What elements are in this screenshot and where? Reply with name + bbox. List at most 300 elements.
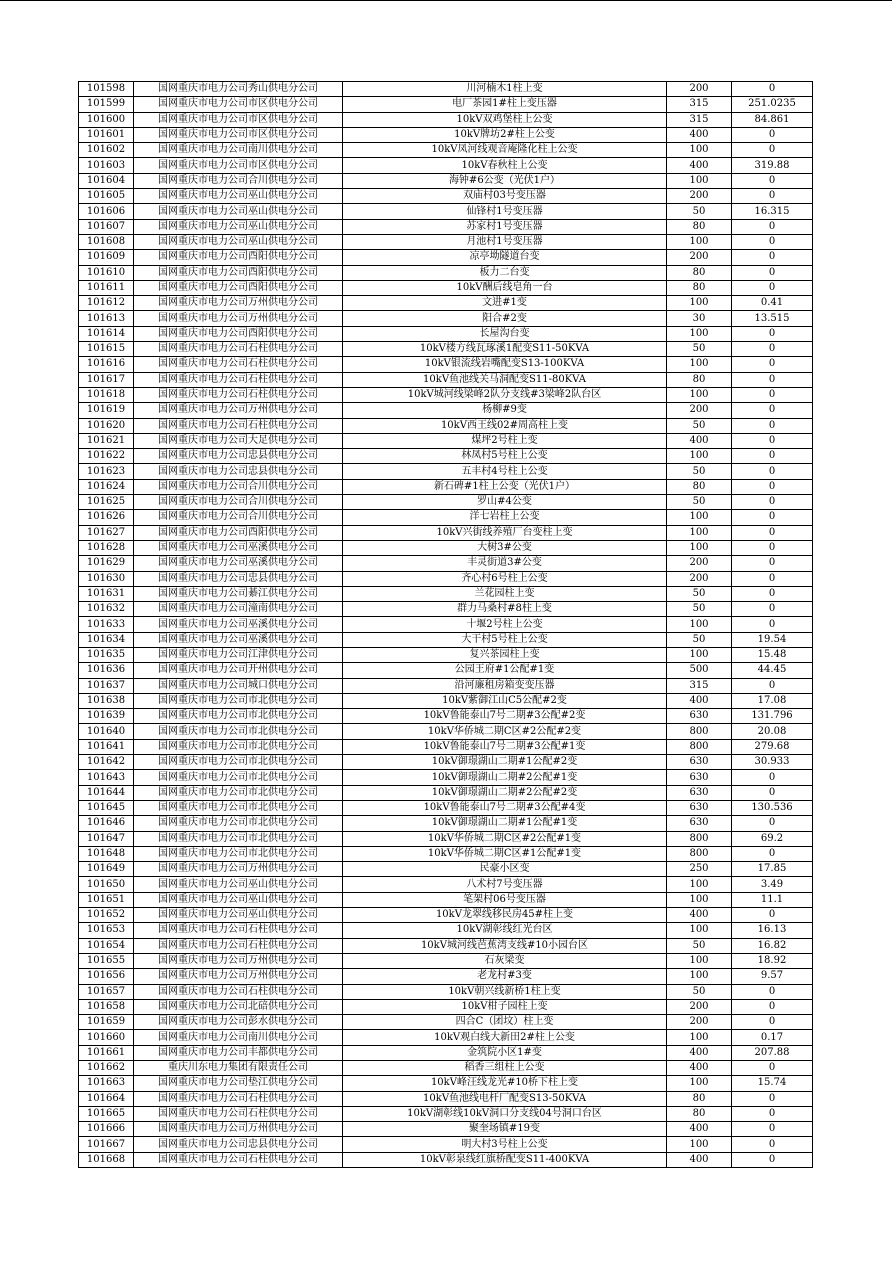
cell-value: 16.315	[732, 204, 813, 219]
cell-transformer-name: 10kV御璟湖山二期#2公配#2变	[343, 785, 667, 800]
cell-transformer-name: 八术村7号变压器	[343, 877, 667, 892]
cell-company: 国网重庆市电力公司市北供电分公司	[134, 800, 343, 815]
cell-id: 101652	[79, 908, 134, 923]
table-row	[79, 770, 813, 785]
cell-value: 0	[732, 678, 813, 693]
cell-id: 101628	[79, 540, 134, 555]
cell-id: 101601	[79, 127, 134, 142]
cell-value: 0	[732, 173, 813, 188]
cell-capacity: 200	[667, 403, 732, 418]
cell-id: 101649	[79, 862, 134, 877]
cell-value: 17.08	[732, 693, 813, 708]
cell-id: 101621	[79, 433, 134, 448]
cell-transformer-name: 10kV华侨城二期C区#2公配#2变	[343, 724, 667, 739]
table-row	[79, 403, 813, 418]
cell-value: 0	[732, 326, 813, 341]
table-row	[79, 464, 813, 479]
table-row	[79, 1137, 813, 1152]
cell-capacity: 630	[667, 770, 732, 785]
table-row	[79, 357, 813, 372]
cell-capacity: 80	[667, 479, 732, 494]
table-row	[79, 112, 813, 127]
table-row	[79, 296, 813, 311]
cell-company: 国网重庆市电力公司石柱供电分公司	[134, 418, 343, 433]
cell-value: 0	[732, 403, 813, 418]
cell-capacity: 100	[667, 923, 732, 938]
cell-capacity: 200	[667, 189, 732, 204]
cell-value: 0	[732, 816, 813, 831]
cell-capacity: 800	[667, 846, 732, 861]
cell-value: 0	[732, 433, 813, 448]
cell-company: 国网重庆市电力公司丰都供电分公司	[134, 1045, 343, 1060]
cell-value: 0	[732, 617, 813, 632]
table-row	[79, 663, 813, 678]
cell-value: 0	[732, 984, 813, 999]
table-row	[79, 173, 813, 188]
cell-capacity: 630	[667, 816, 732, 831]
table-row	[79, 525, 813, 540]
cell-capacity: 400	[667, 693, 732, 708]
table-row	[79, 1045, 813, 1060]
table-row	[79, 1076, 813, 1091]
cell-value: 0	[732, 250, 813, 265]
cell-capacity: 100	[667, 892, 732, 907]
cell-id: 101634	[79, 632, 134, 647]
cell-transformer-name: 10kV峰汪线龙光#10桥下柱上变	[343, 1076, 667, 1091]
cell-company: 国网重庆市电力公司垫江供电分公司	[134, 1076, 343, 1091]
cell-company: 国网重庆市电力公司巫山供电分公司	[134, 234, 343, 249]
table-row	[79, 846, 813, 861]
cell-company: 国网重庆市电力公司石柱供电分公司	[134, 357, 343, 372]
cell-company: 国网重庆市电力公司石柱供电分公司	[134, 1091, 343, 1106]
cell-value: 0	[732, 495, 813, 510]
cell-capacity: 100	[667, 449, 732, 464]
cell-id: 101644	[79, 785, 134, 800]
transformer-table	[78, 81, 813, 1168]
table-row	[79, 953, 813, 968]
cell-value: 0	[732, 189, 813, 204]
cell-capacity: 50	[667, 632, 732, 647]
cell-capacity: 100	[667, 1076, 732, 1091]
cell-transformer-name: 10kV华侨城二期C区#1公配#1变	[343, 846, 667, 861]
cell-capacity: 400	[667, 1045, 732, 1060]
cell-transformer-name: 群力马桑村#8柱上变	[343, 602, 667, 617]
cell-company: 国网重庆市电力公司石柱供电分公司	[134, 387, 343, 402]
cell-value: 0	[732, 908, 813, 923]
cell-value: 0	[732, 785, 813, 800]
cell-company: 国网重庆市电力公司巫山供电分公司	[134, 892, 343, 907]
table-row	[79, 1061, 813, 1076]
table-row	[79, 908, 813, 923]
cell-capacity: 100	[667, 540, 732, 555]
cell-transformer-name: 10kV酬后线皂角一台	[343, 280, 667, 295]
cell-transformer-name: 10kV御璟湖山二期#1公配#1变	[343, 816, 667, 831]
cell-id: 101630	[79, 571, 134, 586]
cell-id: 101611	[79, 280, 134, 295]
cell-company: 国网重庆市电力公司万州供电分公司	[134, 311, 343, 326]
cell-id: 101632	[79, 602, 134, 617]
cell-capacity: 100	[667, 525, 732, 540]
cell-transformer-name: 10kV凤河线观音庵隆化柱上公变	[343, 143, 667, 158]
cell-id: 101666	[79, 1122, 134, 1137]
cell-company: 国网重庆市电力公司万州供电分公司	[134, 403, 343, 418]
cell-id: 101655	[79, 953, 134, 968]
cell-transformer-name: 齐心村6号柱上公变	[343, 571, 667, 586]
cell-id: 101657	[79, 984, 134, 999]
cell-id: 101645	[79, 800, 134, 815]
cell-transformer-name: 笔架村06号变压器	[343, 892, 667, 907]
cell-capacity: 630	[667, 800, 732, 815]
table-row	[79, 785, 813, 800]
cell-company: 国网重庆市电力公司万州供电分公司	[134, 296, 343, 311]
cell-capacity: 200	[667, 250, 732, 265]
cell-value: 20.08	[732, 724, 813, 739]
cell-id: 101641	[79, 739, 134, 754]
cell-value: 16.82	[732, 938, 813, 953]
cell-id: 101664	[79, 1091, 134, 1106]
cell-capacity: 50	[667, 586, 732, 601]
cell-capacity: 100	[667, 1137, 732, 1152]
cell-company: 国网重庆市电力公司秀山供电分公司	[134, 82, 343, 97]
table-row	[79, 372, 813, 387]
cell-capacity: 30	[667, 311, 732, 326]
cell-company: 国网重庆市电力公司酉阳供电分公司	[134, 525, 343, 540]
cell-value: 0	[732, 602, 813, 617]
cell-capacity: 50	[667, 342, 732, 357]
cell-company: 国网重庆市电力公司合川供电分公司	[134, 495, 343, 510]
cell-company: 国网重庆市电力公司市北供电分公司	[134, 831, 343, 846]
cell-value: 0	[732, 143, 813, 158]
cell-id: 101627	[79, 525, 134, 540]
cell-company: 国网重庆市电力公司巫山供电分公司	[134, 877, 343, 892]
table-row	[79, 387, 813, 402]
cell-value: 15.48	[732, 647, 813, 662]
cell-id: 101603	[79, 158, 134, 173]
cell-transformer-name: 仙锋村1号变压器	[343, 204, 667, 219]
cell-company: 国网重庆市电力公司市北供电分公司	[134, 755, 343, 770]
cell-company: 国网重庆市电力公司市北供电分公司	[134, 785, 343, 800]
cell-transformer-name: 电厂茶园1#柱上变压器	[343, 97, 667, 112]
table-row	[79, 342, 813, 357]
cell-value: 0	[732, 510, 813, 525]
cell-company: 国网重庆市电力公司合川供电分公司	[134, 510, 343, 525]
cell-id: 101622	[79, 449, 134, 464]
cell-transformer-name: 10kV华侨城二期C区#2公配#1变	[343, 831, 667, 846]
cell-transformer-name: 兰花园柱上变	[343, 586, 667, 601]
cell-value: 0	[732, 540, 813, 555]
cell-transformer-name: 10kV鲁能泰山7号二期#3公配#4变	[343, 800, 667, 815]
cell-id: 101635	[79, 647, 134, 662]
cell-transformer-name: 10kV鱼池线电杆厂配变S13-50KVA	[343, 1091, 667, 1106]
cell-id: 101646	[79, 816, 134, 831]
cell-company: 国网重庆市电力公司市北供电分公司	[134, 724, 343, 739]
cell-transformer-name: 老龙村#3变	[343, 969, 667, 984]
cell-transformer-name: 10kV双鸡堡柱上公变	[343, 112, 667, 127]
cell-value: 0	[732, 449, 813, 464]
cell-company: 国网重庆市电力公司市北供电分公司	[134, 693, 343, 708]
cell-company: 国网重庆市电力公司市北供电分公司	[134, 770, 343, 785]
table-row	[79, 234, 813, 249]
cell-id: 101612	[79, 296, 134, 311]
cell-transformer-name: 大树3#公变	[343, 540, 667, 555]
table-row	[79, 969, 813, 984]
cell-transformer-name: 10kV朝兴线新桥1柱上变	[343, 984, 667, 999]
cell-transformer-name: 10kV兴街线养殖厂台变柱上变	[343, 525, 667, 540]
cell-company: 国网重庆市电力公司市区供电分公司	[134, 97, 343, 112]
cell-capacity: 100	[667, 510, 732, 525]
cell-value: 0	[732, 1137, 813, 1152]
table-row	[79, 495, 813, 510]
table-row	[79, 647, 813, 662]
cell-capacity: 100	[667, 326, 732, 341]
table-row	[79, 1030, 813, 1045]
cell-capacity: 100	[667, 357, 732, 372]
cell-id: 101668	[79, 1152, 134, 1167]
cell-transformer-name: 苏家村1号变压器	[343, 219, 667, 234]
cell-capacity: 630	[667, 709, 732, 724]
cell-company: 国网重庆市电力公司南川供电分公司	[134, 143, 343, 158]
cell-id: 101607	[79, 219, 134, 234]
cell-company: 国网重庆市电力公司潼南供电分公司	[134, 602, 343, 617]
cell-value: 0	[732, 234, 813, 249]
cell-capacity: 200	[667, 571, 732, 586]
cell-transformer-name: 10kV银流线岩嘴配变S13-100KVA	[343, 357, 667, 372]
cell-capacity: 100	[667, 173, 732, 188]
cell-value: 0	[732, 525, 813, 540]
cell-id: 101605	[79, 189, 134, 204]
table-row	[79, 311, 813, 326]
cell-id: 101642	[79, 755, 134, 770]
cell-transformer-name: 公园王府#1公配#1变	[343, 663, 667, 678]
table-row	[79, 479, 813, 494]
cell-company: 国网重庆市电力公司石柱供电分公司	[134, 984, 343, 999]
cell-capacity: 100	[667, 617, 732, 632]
table-row	[79, 556, 813, 571]
table-row	[79, 143, 813, 158]
cell-company: 国网重庆市电力公司石柱供电分公司	[134, 342, 343, 357]
cell-transformer-name: 丰灵街道3#公变	[343, 556, 667, 571]
cell-value: 0	[732, 571, 813, 586]
cell-capacity: 400	[667, 433, 732, 448]
cell-id: 101602	[79, 143, 134, 158]
cell-company: 国网重庆市电力公司万州供电分公司	[134, 953, 343, 968]
cell-capacity: 400	[667, 1122, 732, 1137]
cell-value: 0	[732, 265, 813, 280]
cell-value: 319.88	[732, 158, 813, 173]
cell-capacity: 80	[667, 1091, 732, 1106]
cell-id: 101651	[79, 892, 134, 907]
cell-transformer-name: 10kV西王线02#周高柱上变	[343, 418, 667, 433]
cell-transformer-name: 10kV观白线大新田2#柱上公变	[343, 1030, 667, 1045]
table-row	[79, 999, 813, 1014]
cell-capacity: 100	[667, 969, 732, 984]
table-row	[79, 602, 813, 617]
cell-company: 国网重庆市电力公司北碚供电分公司	[134, 999, 343, 1014]
cell-company: 国网重庆市电力公司万州供电分公司	[134, 1122, 343, 1137]
table-row	[79, 1122, 813, 1137]
table-row	[79, 693, 813, 708]
cell-id: 101620	[79, 418, 134, 433]
cell-id: 101624	[79, 479, 134, 494]
table-row	[79, 892, 813, 907]
cell-company: 重庆川东电力集团有限责任公司	[134, 1061, 343, 1076]
cell-value: 0	[732, 219, 813, 234]
cell-value: 0	[732, 1152, 813, 1167]
table-row	[79, 617, 813, 632]
cell-capacity: 400	[667, 158, 732, 173]
cell-transformer-name: 文进#1变	[343, 296, 667, 311]
cell-value: 0	[732, 418, 813, 433]
table-row	[79, 586, 813, 601]
cell-transformer-name: 五丰村4号柱上公变	[343, 464, 667, 479]
table-row	[79, 862, 813, 877]
cell-capacity: 100	[667, 877, 732, 892]
cell-id: 101663	[79, 1076, 134, 1091]
cell-capacity: 80	[667, 1106, 732, 1121]
cell-transformer-name: 金筑院小区1#变	[343, 1045, 667, 1060]
cell-id: 101650	[79, 877, 134, 892]
cell-id: 101599	[79, 97, 134, 112]
cell-value: 0	[732, 999, 813, 1014]
cell-id: 101654	[79, 938, 134, 953]
cell-id: 101638	[79, 693, 134, 708]
cell-value: 0	[732, 1015, 813, 1030]
cell-value: 13.515	[732, 311, 813, 326]
cell-transformer-name: 10kV鲁能泰山7号二期#3公配#2变	[343, 709, 667, 724]
cell-value: 131.796	[732, 709, 813, 724]
cell-value: 0	[732, 280, 813, 295]
cell-transformer-name: 阳合#2变	[343, 311, 667, 326]
cell-company: 国网重庆市电力公司彭水供电分公司	[134, 1015, 343, 1030]
cell-company: 国网重庆市电力公司市北供电分公司	[134, 816, 343, 831]
cell-capacity: 800	[667, 724, 732, 739]
cell-id: 101636	[79, 663, 134, 678]
cell-transformer-name: 洋七岩柱上公变	[343, 510, 667, 525]
cell-capacity: 100	[667, 387, 732, 402]
cell-capacity: 50	[667, 418, 732, 433]
cell-company: 国网重庆市电力公司开州供电分公司	[134, 663, 343, 678]
cell-capacity: 50	[667, 495, 732, 510]
cell-id: 101667	[79, 1137, 134, 1152]
table-row	[79, 984, 813, 999]
cell-value: 0	[732, 479, 813, 494]
table-row	[79, 571, 813, 586]
cell-id: 101617	[79, 372, 134, 387]
cell-company: 国网重庆市电力公司市北供电分公司	[134, 846, 343, 861]
cell-id: 101662	[79, 1061, 134, 1076]
cell-transformer-name: 稻香三组柱上公变	[343, 1061, 667, 1076]
cell-capacity: 400	[667, 1152, 732, 1167]
cell-transformer-name: 10kV彰泉线红旗桥配变S11-400KVA	[343, 1152, 667, 1167]
cell-id: 101598	[79, 82, 134, 97]
cell-transformer-name: 复兴茶园柱上变	[343, 647, 667, 662]
table-row	[79, 709, 813, 724]
cell-id: 101626	[79, 510, 134, 525]
cell-capacity: 100	[667, 1030, 732, 1045]
table-row	[79, 189, 813, 204]
table-row	[79, 831, 813, 846]
cell-id: 101661	[79, 1045, 134, 1060]
cell-value: 0	[732, 127, 813, 142]
cell-transformer-name: 10kV龙翠线移民房45#柱上变	[343, 908, 667, 923]
cell-value: 69.2	[732, 831, 813, 846]
table-row	[79, 816, 813, 831]
cell-transformer-name: 长屋沟台变	[343, 326, 667, 341]
table-row	[79, 250, 813, 265]
cell-company: 国网重庆市电力公司巫溪供电分公司	[134, 556, 343, 571]
table-body	[79, 82, 813, 1168]
cell-company: 国网重庆市电力公司石柱供电分公司	[134, 923, 343, 938]
cell-value: 0	[732, 342, 813, 357]
table-row	[79, 1015, 813, 1030]
cell-value: 0.17	[732, 1030, 813, 1045]
cell-id: 101648	[79, 846, 134, 861]
cell-value: 0	[732, 1091, 813, 1106]
table-row	[79, 800, 813, 815]
cell-value: 0	[732, 1061, 813, 1076]
cell-value: 0	[732, 770, 813, 785]
cell-id: 101615	[79, 342, 134, 357]
cell-transformer-name: 聚奎场镇#19变	[343, 1122, 667, 1137]
cell-value: 11.1	[732, 892, 813, 907]
table-row	[79, 280, 813, 295]
table-row	[79, 678, 813, 693]
cell-company: 国网重庆市电力公司巫溪供电分公司	[134, 540, 343, 555]
cell-company: 国网重庆市电力公司石柱供电分公司	[134, 938, 343, 953]
cell-capacity: 80	[667, 219, 732, 234]
cell-company: 国网重庆市电力公司綦江供电分公司	[134, 586, 343, 601]
cell-capacity: 200	[667, 999, 732, 1014]
table-row	[79, 1091, 813, 1106]
cell-company: 国网重庆市电力公司巫山供电分公司	[134, 189, 343, 204]
cell-company: 国网重庆市电力公司市北供电分公司	[134, 709, 343, 724]
cell-value: 19.54	[732, 632, 813, 647]
table-row	[79, 632, 813, 647]
table-row	[79, 127, 813, 142]
table-row	[79, 219, 813, 234]
table-row	[79, 326, 813, 341]
cell-id: 101631	[79, 586, 134, 601]
cell-value: 0	[732, 586, 813, 601]
cell-value: 9.57	[732, 969, 813, 984]
cell-transformer-name: 10kV城河线芭蕉湾支线#10小园台区	[343, 938, 667, 953]
cell-company: 国网重庆市电力公司忠县供电分公司	[134, 464, 343, 479]
cell-capacity: 100	[667, 234, 732, 249]
cell-transformer-name: 四合C（团坟）柱上变	[343, 1015, 667, 1030]
cell-company: 国网重庆市电力公司合川供电分公司	[134, 479, 343, 494]
cell-transformer-name: 10kV鱼池线关马洞配变S11-80KVA	[343, 372, 667, 387]
cell-transformer-name: 10kV柑子园柱上变	[343, 999, 667, 1014]
cell-transformer-name: 10kV牌坊2#柱上公变	[343, 127, 667, 142]
cell-transformer-name: 川河楠木1柱上变	[343, 82, 667, 97]
table-row	[79, 540, 813, 555]
cell-capacity: 200	[667, 556, 732, 571]
cell-transformer-name: 板力二台变	[343, 265, 667, 280]
cell-transformer-name: 10kV湖彰线红光台区	[343, 923, 667, 938]
cell-company: 国网重庆市电力公司市区供电分公司	[134, 112, 343, 127]
table-row	[79, 97, 813, 112]
cell-id: 101656	[79, 969, 134, 984]
cell-company: 国网重庆市电力公司市区供电分公司	[134, 158, 343, 173]
cell-company: 国网重庆市电力公司江津供电分公司	[134, 647, 343, 662]
cell-company: 国网重庆市电力公司巫山供电分公司	[134, 204, 343, 219]
cell-transformer-name: 凉亭坳隧道台变	[343, 250, 667, 265]
cell-id: 101606	[79, 204, 134, 219]
cell-company: 国网重庆市电力公司巫溪供电分公司	[134, 632, 343, 647]
cell-company: 国网重庆市电力公司石柱供电分公司	[134, 1106, 343, 1121]
cell-id: 101600	[79, 112, 134, 127]
cell-id: 101610	[79, 265, 134, 280]
